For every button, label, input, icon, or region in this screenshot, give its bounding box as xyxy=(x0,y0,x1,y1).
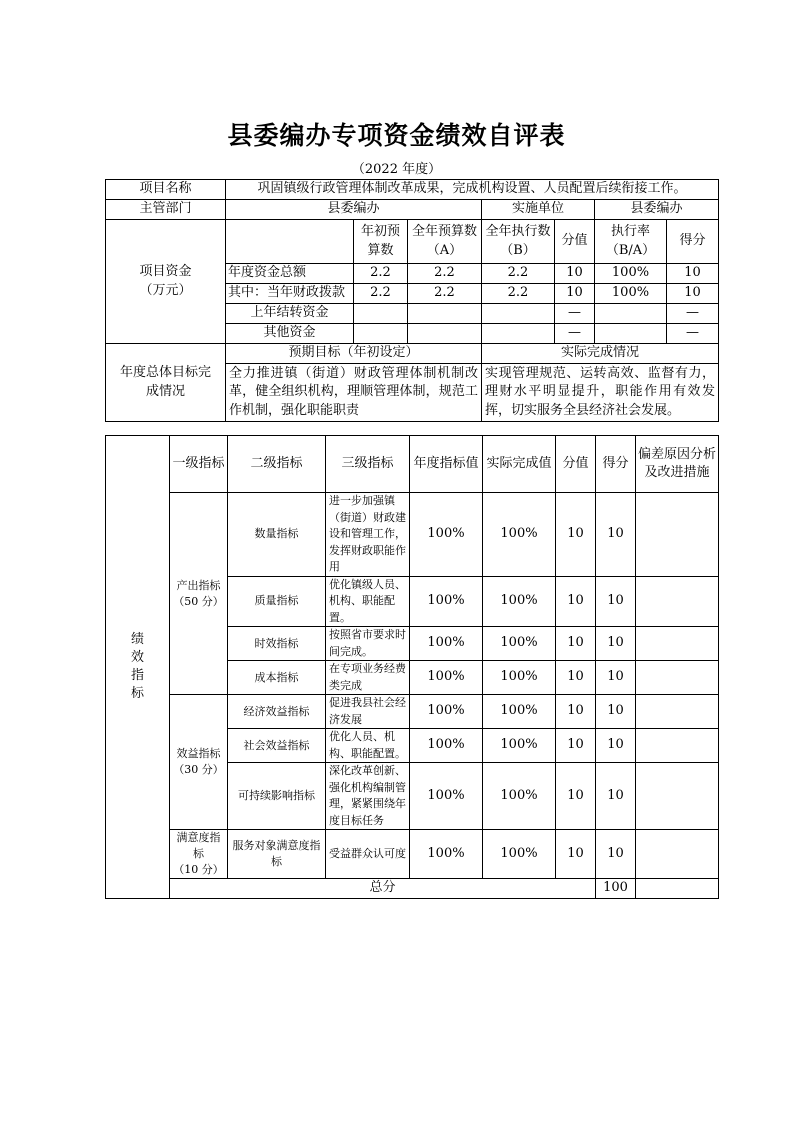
header-reason: 偏差原因分析及改进措施 xyxy=(636,436,719,493)
dept-label: 主管部门 xyxy=(106,200,226,220)
level2-cell: 社会效益指标 xyxy=(228,729,326,763)
performance-table xyxy=(105,435,719,899)
target-cell: 100% xyxy=(410,830,483,879)
group-label: 效益指标 （30 分） xyxy=(170,695,228,830)
project-name-label: 项目名称 xyxy=(106,180,226,200)
got-cell: 10 xyxy=(596,661,636,695)
funds-cell: 100% xyxy=(595,284,667,304)
funds-header-blank xyxy=(226,220,354,264)
header-got: 得分 xyxy=(596,436,636,493)
funds-cell: — xyxy=(555,324,595,344)
level2-cell: 服务对象满意度指标 xyxy=(228,830,326,879)
funds-row-name: 其他资金 xyxy=(226,324,354,344)
reason-cell xyxy=(636,695,719,729)
page-title: 县委编办专项资金绩效自评表 xyxy=(227,121,566,150)
reason-cell xyxy=(636,729,719,763)
actual-cell: 100% xyxy=(483,627,556,661)
target-cell: 100% xyxy=(410,493,483,577)
level3-cell: 进一步加强镇（街道）财政建设和管理工作，发挥财政职能作用 xyxy=(326,493,410,577)
reason-cell xyxy=(636,763,719,830)
goals-actual-text: 实现管理规范、运转高效、监督有力，理财水平明显提升，职能作用有效发挥，切实服务全县经济社会发展。 xyxy=(482,364,719,422)
reason-cell xyxy=(636,493,719,577)
level3-cell: 优化人员、机构、职能配置。 xyxy=(326,729,410,763)
level3-cell: 受益群众认可度 xyxy=(326,830,410,879)
level3-cell: 深化改革创新、强化机构编制管理，紧紧围绕年度目标任务 xyxy=(326,763,410,830)
actual-cell: 100% xyxy=(483,763,556,830)
got-cell: 10 xyxy=(596,830,636,879)
impl-label: 实施单位 xyxy=(482,200,595,220)
funds-cell: 10 xyxy=(667,264,719,284)
target-cell: 100% xyxy=(410,661,483,695)
got-cell: 10 xyxy=(596,627,636,661)
actual-cell: 100% xyxy=(483,661,556,695)
funds-row-name: 年度资金总额 xyxy=(226,264,354,284)
impl-value: 县委编办 xyxy=(595,200,719,220)
level3-cell: 在专项业务经费类完成 xyxy=(326,661,410,695)
score-cell: 10 xyxy=(556,830,596,879)
header-level1: 一级指标 xyxy=(170,436,228,493)
level3-cell: 促进我县社会经济发展 xyxy=(326,695,410,729)
header-score: 分值 xyxy=(556,436,596,493)
funds-cell: — xyxy=(667,324,719,344)
funds-cell: 10 xyxy=(555,284,595,304)
funds-cell: 2.2 xyxy=(408,264,482,284)
funds-cell xyxy=(595,324,667,344)
target-cell: 100% xyxy=(410,576,483,627)
funds-cell: 10 xyxy=(555,264,595,284)
reason-cell xyxy=(636,830,719,879)
actual-cell: 100% xyxy=(483,576,556,627)
actual-cell: 100% xyxy=(483,493,556,577)
total-got xyxy=(636,878,719,898)
funds-header-exec: 全年执行数（B） xyxy=(482,220,555,264)
funds-row-name: 其中：当年财政拨款 xyxy=(226,284,354,304)
goals-label: 年度总体目标完成情况 xyxy=(106,344,226,422)
funds-cell xyxy=(482,304,555,324)
score-cell: 10 xyxy=(556,729,596,763)
level2-cell: 可持续影响指标 xyxy=(228,763,326,830)
funds-cell: 100% xyxy=(595,264,667,284)
funds-cell xyxy=(482,324,555,344)
level2-cell: 数量指标 xyxy=(228,493,326,577)
actual-cell: 100% xyxy=(483,729,556,763)
reason-cell xyxy=(636,627,719,661)
score-cell: 10 xyxy=(556,661,596,695)
level2-cell: 成本指标 xyxy=(228,661,326,695)
got-cell: 10 xyxy=(596,695,636,729)
target-cell: 100% xyxy=(410,763,483,830)
score-cell: 10 xyxy=(556,493,596,577)
target-cell: 100% xyxy=(410,627,483,661)
funds-header-score: 分值 xyxy=(555,220,595,264)
goals-actual-header: 实际完成情况 xyxy=(482,344,719,364)
performance-label: 绩效指标 xyxy=(106,436,170,899)
header-level3: 三级指标 xyxy=(326,436,410,493)
got-cell: 10 xyxy=(596,729,636,763)
group-label: 满意度指标 （10 分） xyxy=(170,830,228,879)
funds-cell xyxy=(354,304,408,324)
funds-header-rate: 执行率（B/A） xyxy=(595,220,667,264)
total-value: 100 xyxy=(596,878,636,898)
project-funds-table xyxy=(105,179,719,422)
header-level2: 二级指标 xyxy=(228,436,326,493)
level3-cell: 按照省市要求时间完成。 xyxy=(326,627,410,661)
funds-header-annual: 全年预算数（A） xyxy=(408,220,482,264)
funds-cell: 2.2 xyxy=(354,264,408,284)
funds-header-initial: 年初预算数 xyxy=(354,220,408,264)
funds-label: 项目资金 （万元） xyxy=(106,220,226,344)
funds-cell xyxy=(408,304,482,324)
funds-cell: 2.2 xyxy=(354,284,408,304)
level2-cell: 时效指标 xyxy=(228,627,326,661)
funds-cell: — xyxy=(667,304,719,324)
funds-cell: 2.2 xyxy=(482,284,555,304)
header-actual: 实际完成值 xyxy=(483,436,556,493)
goals-expected-text: 全力推进镇（街道）财政管理体制机制改革，健全组织机构，理顺管理体制，规范工作机制，强化职能职责 xyxy=(226,364,482,422)
funds-cell xyxy=(595,304,667,324)
got-cell: 10 xyxy=(596,576,636,627)
level2-cell: 经济效益指标 xyxy=(228,695,326,729)
actual-cell: 100% xyxy=(483,695,556,729)
group-label: 产出指标 （50 分） xyxy=(170,493,228,695)
score-cell: 10 xyxy=(556,576,596,627)
funds-cell: 2.2 xyxy=(408,284,482,304)
total-label: 总分 xyxy=(170,878,596,898)
score-cell: 10 xyxy=(556,763,596,830)
score-cell: 10 xyxy=(556,627,596,661)
funds-cell xyxy=(354,324,408,344)
dept-value: 县委编办 xyxy=(226,200,482,220)
got-cell: 10 xyxy=(596,493,636,577)
funds-cell: 2.2 xyxy=(482,264,555,284)
funds-row-name: 上年结转资金 xyxy=(226,304,354,324)
score-cell: 10 xyxy=(556,695,596,729)
header-target: 年度指标值 xyxy=(410,436,483,493)
level3-cell: 优化镇级人员、机构、职能配置。 xyxy=(326,576,410,627)
target-cell: 100% xyxy=(410,729,483,763)
funds-cell xyxy=(408,324,482,344)
target-cell: 100% xyxy=(410,695,483,729)
got-cell: 10 xyxy=(596,763,636,830)
funds-cell: — xyxy=(555,304,595,324)
goals-expected-header: 预期目标（年初设定） xyxy=(226,344,482,364)
level2-cell: 质量指标 xyxy=(228,576,326,627)
funds-cell: 10 xyxy=(667,284,719,304)
reason-cell xyxy=(636,661,719,695)
year-subtitle: （2022 年度） xyxy=(351,162,442,177)
project-name-value: 巩固镇级行政管理体制改革成果，完成机构设置、人员配置后续衔接工作。 xyxy=(226,180,719,200)
funds-header-got: 得分 xyxy=(667,220,719,264)
reason-cell xyxy=(636,576,719,627)
actual-cell: 100% xyxy=(483,830,556,879)
